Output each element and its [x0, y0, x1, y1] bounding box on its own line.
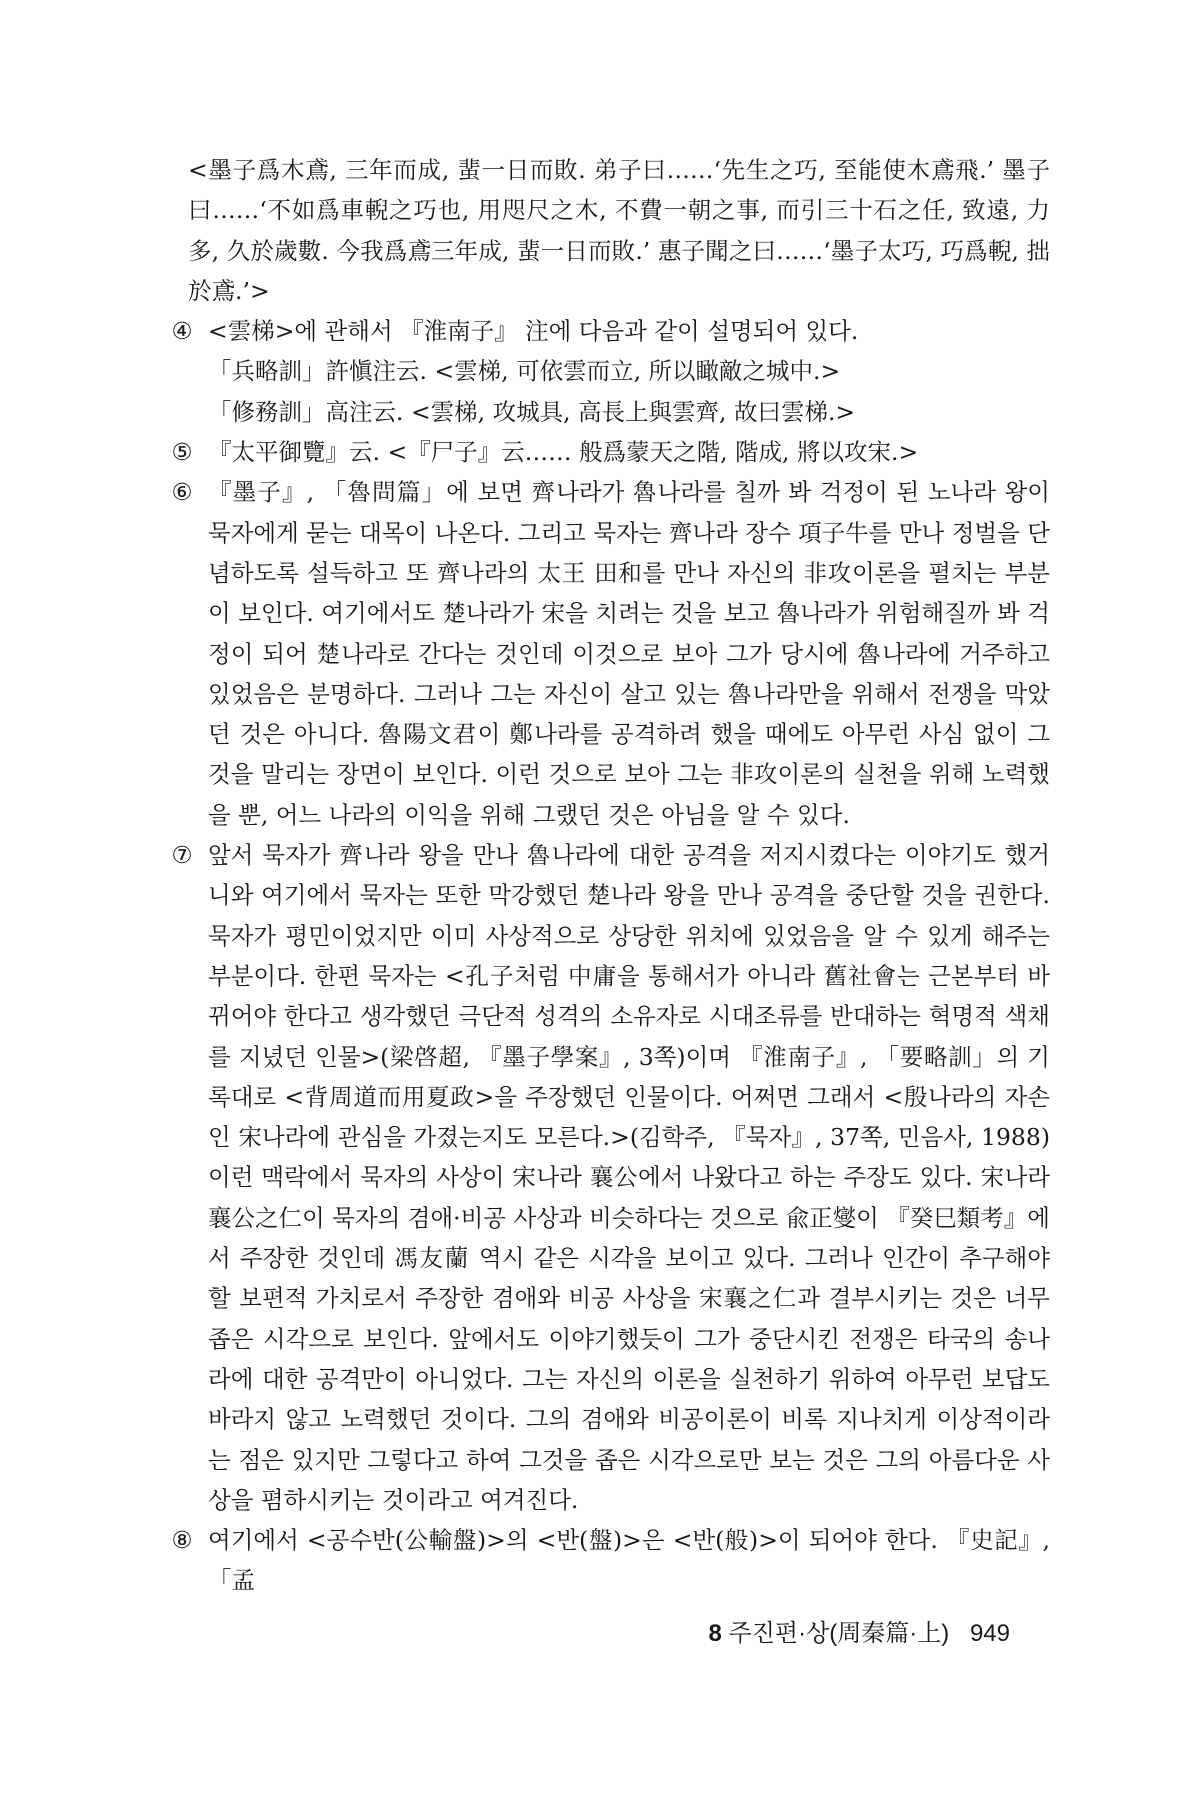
chapter-number: 8	[708, 1620, 722, 1647]
footnote-marker: ⑦	[171, 841, 193, 870]
footnote-text: <雲梯>에 관해서 『淮南子』 注에 다음과 같이 설명되어 있다.	[208, 317, 859, 346]
footnote-4	[171, 311, 1050, 432]
page-number: 949	[969, 1620, 1010, 1647]
chapter-title: 주진편·상(周秦篇·上)	[728, 1620, 950, 1647]
page-footer	[660, 1613, 1010, 1648]
footnote-6	[171, 472, 1050, 835]
page-body	[171, 150, 1050, 1601]
footnote-5	[171, 432, 1050, 472]
footnote-text: 『太平御覽』云. <『尸子』云…… 般爲蒙天之階, 階成, 將以攻宋.>	[208, 438, 919, 467]
footnote-marker: ④	[171, 317, 193, 346]
footnote-text: 여기에서 <공수반(公輸盤)>의 <반(盤)>은 <반(般)>이 되어야 한다. 『史記』, 「孟	[208, 1526, 1050, 1595]
footnote-text: 『墨子』, 「魯問篇」에 보면 齊나라가 魯나라를 칠까 봐 걱정이 된 노나라 왕이 묵자에게 묻는 대목이 나온다. 그리고 묵자는 齊나라 장수 項子牛를 만나 정벌을 단념하도록 설득하고 또 齊나라의 太王 田和를 만나 자신의 非攻이론을 펼치는 부분이 보인다. 여기에서도 楚나라가 宋을 치려는 것을 보고 魯나라가 위험해질까 봐 걱정이 되어 楚나라로 간다는 것인데 이것으로 보아 그가 당시에 魯나라에 거주하고 있었음은 분명하다. 그러나 그는 자신이 살고 있는 魯나라만을 위해서 전쟁을 막았던 것은 아니다. 魯陽文君이 鄭나라를 공격하려 했을 때에도 아무런 사심 없이 그것을 말리는 장면이 보인다. 이런 것으로 보아 그는 非攻이론의 실천을 위해 노력했을 뿐, 어느 나라의 이익을 위해 그랬던 것은 아님을 알 수 있다.	[208, 478, 1050, 829]
footnote-8	[171, 1520, 1050, 1601]
footnote-quote-line: 「兵略訓」許愼注云. <雲梯, 可依雲而立, 所以瞰敵之城中.>	[208, 357, 841, 386]
quoted-passage: <墨子爲木鳶, 三年而成, 蜚一日而敗. 弟子曰……‘先生之巧, 至能使木鳶飛.’ 墨子曰……‘不如爲車輗之巧也, 用咫尺之木, 不費一朝之事, 而引三十石之任, 致遠, 力多, 久於歲數. 今我爲鳶三年成, 蜚一日而敗.’ 惠子聞之曰……‘墨子太巧, 巧爲輗, 拙於鳶.’>	[188, 156, 1050, 305]
footnote-7	[171, 835, 1050, 1520]
footnote-marker: ⑤	[171, 438, 193, 467]
footnote-quote-line: 「修務訓」高注云. <雲梯, 攻城具, 高長上與雲齊, 故曰雲梯.>	[208, 397, 856, 426]
footnote-text: 앞서 묵자가 齊나라 왕을 만나 魯나라에 대한 공격을 저지시켰다는 이야기도 했거니와 여기에서 묵자는 또한 막강했던 楚나라 왕을 만나 공격을 중단할 것을 권한다. 묵자가 평민이었지만 이미 사상적으로 상당한 위치에 있었음을 알 수 있게 해주는 부분이다. 한편 묵자는 <孔子처럼 中庸을 통해서가 아니라 舊社會는 근본부터 바뀌어야 한다고 생각했던 극단적 성격의 소유자로 시대조류를 반대하는 혁명적 색채를 지녔던 인물>(梁啓超, 『墨子學案』, 3쪽)이며 『淮南子』, 「要略訓」의 기록대로 <背周道而用夏政>을 주장했던 인물이다. 어쩌면 그래서 <殷나라의 자손인 宋나라에 관심을 가졌는지도 모른다.>(김학주, 『묵자』, 37쪽, 민음사, 1988) 이런 맥락에서 묵자의 사상이 宋나라 襄公에서 나왔다고 하는 주장도 있다. 宋나라 襄公之仁이 묵자의 겸애·비공 사상과 비슷하다는 것으로 兪正燮이 『癸巳類考』에서 주장한 것인데 馮友蘭 역시 같은 시각을 보이고 있다. 그러나 인간이 추구해야 할 보편적 가치로서 주장한 겸애와 비공 사상을 宋襄之仁과 결부시키는 것은 너무 좁은 시각으로 보인다. 앞에서도 이야기했듯이 그가 중단시킨 전쟁은 타국의 송나라에 대한 공격만이 아니었다. 그는 자신의 이론을 실천하기 위하여 아무런 보답도 바라지 않고 노력했던 것이다. 그의 겸애와 비공이론이 비록 지나치게 이상적이라는 점은 있지만 그렇다고 하여 그것을 좁은 시각으로만 보는 것은 그의 아름다운 사상을 폄하시키는 것이라고 여겨진다.	[208, 841, 1050, 1514]
footnote-marker: ⑧	[171, 1526, 193, 1555]
footnote-marker: ⑥	[171, 478, 193, 507]
